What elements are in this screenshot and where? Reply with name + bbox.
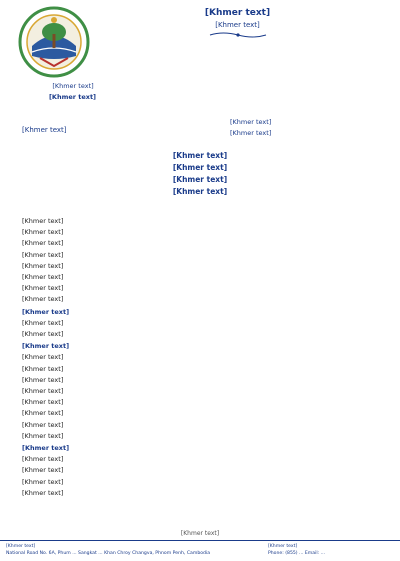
body-line: [Khmer text] [22,353,64,362]
letter-title [60,150,340,198]
footer-address [6,543,210,557]
body-line: [Khmer text] [22,239,64,248]
body-line: [Khmer text] [22,364,64,373]
ministry-logo-icon [18,6,90,78]
nation-motto: [Khmer text] [215,21,260,29]
ministry-name: [Khmer text] [52,82,94,90]
title-line: [Khmer text] [172,163,228,172]
reference-number: [Khmer text] [22,126,67,134]
footer-contact-english: Phone: (855) ... Email: ... [268,551,326,556]
section-heading: [Khmer text] [22,444,70,453]
body-line: [Khmer text] [22,398,64,407]
body-line: [Khmer text] [22,409,64,418]
footer-address-khmer: [Khmer text] [6,544,36,549]
body-line: [Khmer text] [22,420,64,429]
body-line: [Khmer text] [22,284,64,293]
body-line: [Khmer text] [22,261,64,270]
body-line: [Khmer text] [22,455,64,464]
solar-date: [Khmer text] [230,129,272,137]
body-line: [Khmer text] [22,488,64,497]
letterhead-motto [155,8,320,39]
body-line: [Khmer text] [22,228,64,237]
body-line: [Khmer text] [22,330,64,339]
footer-contact [268,543,325,557]
lunar-date: [Khmer text] [230,118,272,126]
title-line: [Khmer text] [172,151,228,160]
title-line: [Khmer text] [172,187,228,196]
letter-body [22,216,380,499]
footer-address-english: National Road No. 6A, Phum ... Sangkat ... Khan Chroy Changva, Phnom Penh, Cambodia [6,551,211,556]
section-heading: [Khmer text] [22,307,70,316]
body-line: [Khmer text] [22,477,64,486]
footer [0,540,400,561]
body-line: [Khmer text] [22,217,64,225]
section-heading: [Khmer text] [22,342,70,351]
body-line: [Khmer text] [22,431,64,440]
body-line: [Khmer text] [22,387,64,396]
department-name: [Khmer text] [48,93,97,101]
body-line: [Khmer text] [22,250,64,259]
page-number: [Khmer text] [180,530,220,537]
ornament-divider-icon [208,31,268,39]
body-line: [Khmer text] [22,375,64,384]
kingdom-title: [Khmer text] [204,8,271,18]
footer-contact-khmer: [Khmer text] [268,544,298,549]
body-line: [Khmer text] [22,295,64,304]
body-line: [Khmer text] [22,318,64,327]
body-line: [Khmer text] [22,466,64,475]
title-line: [Khmer text] [172,175,228,184]
date-block [230,117,390,139]
body-line: [Khmer text] [22,273,64,282]
